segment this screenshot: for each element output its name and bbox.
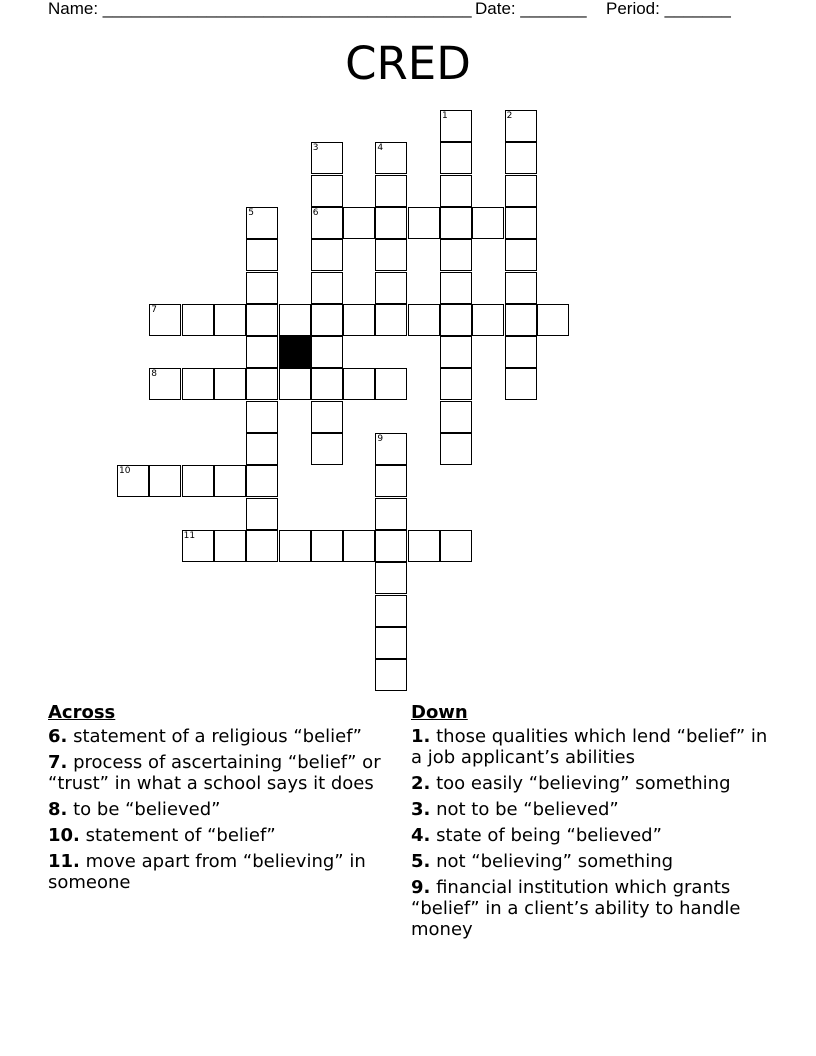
clue-item-text: state of being “believed”	[430, 825, 662, 846]
down-heading: Down	[411, 702, 468, 723]
crossword-cell[interactable]	[214, 465, 246, 497]
crossword-cell[interactable]	[214, 304, 246, 336]
crossword-cell[interactable]	[440, 272, 472, 304]
crossword-cell[interactable]	[246, 498, 278, 530]
clue-item-number: 11.	[48, 851, 80, 872]
clue-item-number: 2.	[411, 773, 431, 794]
crossword-cell[interactable]	[343, 368, 375, 400]
clue-item	[411, 799, 771, 820]
crossword-cell[interactable]	[311, 142, 343, 174]
crossword-cell[interactable]	[440, 304, 472, 336]
crossword-cell[interactable]	[505, 272, 537, 304]
clue-item	[48, 752, 398, 794]
crossword-cell[interactable]	[311, 336, 343, 368]
clue-number: 3	[312, 143, 319, 154]
crossword-cell[interactable]	[182, 304, 214, 336]
clue-number: 6	[312, 207, 319, 218]
crossword-cell[interactable]	[375, 368, 407, 400]
clue-item-text: those qualities which lend “belief” in a job applicant’s abilities	[411, 726, 768, 768]
crossword-cell[interactable]	[246, 304, 278, 336]
crossword-cell[interactable]	[505, 336, 537, 368]
crossword-cell[interactable]	[343, 530, 375, 562]
clue-item-text: financial institution which grants “belief” in a client’s ability to handle money	[411, 877, 741, 940]
crossword-cell[interactable]	[117, 465, 149, 497]
crossword-cell[interactable]	[182, 368, 214, 400]
crossword-cell[interactable]	[375, 207, 407, 239]
crossword-cell[interactable]	[375, 465, 407, 497]
crossword-cell[interactable]	[311, 368, 343, 400]
crossword-cell[interactable]	[440, 239, 472, 271]
crossword-cell[interactable]	[440, 175, 472, 207]
crossword-cell[interactable]	[375, 433, 407, 465]
crossword-cell[interactable]	[505, 368, 537, 400]
clue-item-number: 10.	[48, 825, 80, 846]
crossword-cell[interactable]	[246, 433, 278, 465]
crossword-cell[interactable]	[375, 304, 407, 336]
clue-number: 8	[151, 369, 158, 380]
crossword-cell[interactable]	[440, 336, 472, 368]
crossword-cell[interactable]	[311, 433, 343, 465]
crossword-cell[interactable]	[440, 142, 472, 174]
crossword-cell[interactable]	[408, 207, 440, 239]
clue-item	[411, 773, 771, 794]
crossword-cell[interactable]	[149, 465, 181, 497]
crossword-cell[interactable]	[279, 530, 311, 562]
clue-item-number: 1.	[411, 726, 431, 747]
clue-number: 10	[119, 466, 131, 477]
crossword-cell[interactable]	[440, 433, 472, 465]
clue-item-text: statement of a religious “belief”	[67, 726, 362, 747]
clue-item-number: 8.	[48, 799, 68, 820]
crossword-cell[interactable]	[505, 239, 537, 271]
crossword-cell[interactable]	[375, 142, 407, 174]
clue-number: 1	[442, 111, 448, 121]
crossword-cell[interactable]	[375, 595, 407, 627]
clue-item-text: process of ascertaining “belief” or “trust” in what a school says it does	[48, 752, 381, 794]
down-clue-list	[411, 726, 771, 940]
crossword-cell[interactable]	[472, 207, 504, 239]
crossword-black-cell	[279, 336, 311, 368]
clue-item-number: 9.	[411, 877, 431, 898]
crossword-cell[interactable]	[440, 207, 472, 239]
crossword-cell[interactable]	[505, 304, 537, 336]
clue-number: 11	[183, 530, 196, 541]
crossword-cell[interactable]	[505, 207, 537, 239]
clue-item	[48, 726, 398, 747]
crossword-cell[interactable]	[375, 175, 407, 207]
crossword-cell[interactable]	[375, 530, 407, 562]
crossword-cell[interactable]	[246, 530, 278, 562]
crossword-cell[interactable]	[505, 175, 537, 207]
across-clue-list	[48, 726, 398, 893]
clue-number: 5	[248, 207, 254, 218]
crossword-cell[interactable]	[311, 401, 343, 433]
clue-item-text: move apart from “believing” in someone	[48, 851, 366, 893]
crossword-cell[interactable]	[214, 530, 246, 562]
crossword-cell[interactable]	[375, 272, 407, 304]
crossword-cell[interactable]	[375, 659, 407, 691]
crossword-cell[interactable]	[214, 368, 246, 400]
crossword-cell[interactable]	[246, 239, 278, 271]
clue-number: 9	[377, 434, 384, 444]
clue-number: 4	[377, 143, 384, 154]
crossword-cell[interactable]	[246, 272, 278, 304]
name-line[interactable]: Name: _______________________________________	[48, 0, 472, 18]
clue-item	[411, 851, 771, 872]
crossword-cell[interactable]	[505, 110, 537, 142]
crossword-cell[interactable]	[246, 368, 278, 400]
crossword-cell[interactable]	[279, 304, 311, 336]
crossword-cell[interactable]	[182, 465, 214, 497]
crossword-cell[interactable]	[311, 239, 343, 271]
crossword-cell[interactable]	[505, 142, 537, 174]
clue-item	[48, 825, 398, 846]
crossword-cell[interactable]	[246, 336, 278, 368]
clue-item	[411, 877, 771, 940]
crossword-cell[interactable]	[149, 304, 181, 336]
crossword-cell[interactable]	[440, 110, 472, 142]
crossword-cell[interactable]	[311, 304, 343, 336]
down-clues	[411, 702, 771, 945]
clue-item	[411, 825, 771, 846]
date-line[interactable]: Date: _______	[475, 0, 587, 18]
crossword-cell[interactable]	[440, 368, 472, 400]
clue-item	[48, 799, 398, 820]
across-heading: Across	[48, 702, 116, 723]
clue-item-text: too easily “believing” something	[430, 773, 731, 794]
crossword-cell[interactable]	[311, 530, 343, 562]
crossword-cell[interactable]	[279, 368, 311, 400]
across-clues	[48, 702, 398, 898]
clue-item-number: 7.	[48, 752, 68, 773]
crossword-cell[interactable]	[311, 207, 343, 239]
crossword-cell[interactable]	[472, 304, 504, 336]
clue-item-number: 3.	[411, 799, 431, 820]
clue-item-number: 6.	[48, 726, 68, 747]
crossword-cell[interactable]	[375, 627, 407, 659]
crossword-cell[interactable]	[311, 272, 343, 304]
crossword-cell[interactable]	[182, 530, 214, 562]
crossword-cell[interactable]	[537, 304, 569, 336]
crossword-cell[interactable]	[375, 239, 407, 271]
crossword-cell[interactable]	[246, 465, 278, 497]
clue-number: 2	[506, 111, 513, 121]
clue-item-text: statement of “belief”	[79, 825, 276, 846]
crossword-cell[interactable]	[440, 401, 472, 433]
crossword-cell[interactable]	[375, 562, 407, 594]
clue-item-text: not “believing” something	[430, 851, 674, 872]
clue-item-number: 4.	[411, 825, 431, 846]
clue-item	[411, 726, 771, 768]
crossword-cell[interactable]	[246, 401, 278, 433]
period-line[interactable]: Period: _______	[606, 0, 731, 18]
crossword-cell[interactable]	[408, 304, 440, 336]
clue-item-number: 5.	[411, 851, 431, 872]
crossword-cell[interactable]	[343, 304, 375, 336]
crossword-cell[interactable]	[311, 175, 343, 207]
crossword-cell[interactable]	[343, 207, 375, 239]
crossword-cell[interactable]	[149, 368, 181, 400]
clue-item	[48, 851, 398, 893]
crossword-cell[interactable]	[440, 530, 472, 562]
crossword-cell[interactable]	[375, 498, 407, 530]
clue-item-text: to be “believed”	[67, 799, 221, 820]
crossword-cell[interactable]	[246, 207, 278, 239]
crossword-cell[interactable]	[408, 530, 440, 562]
puzzle-title: CRED	[345, 37, 471, 90]
clue-number: 7	[151, 304, 158, 315]
clue-item-text: not to be “believed”	[430, 799, 619, 820]
